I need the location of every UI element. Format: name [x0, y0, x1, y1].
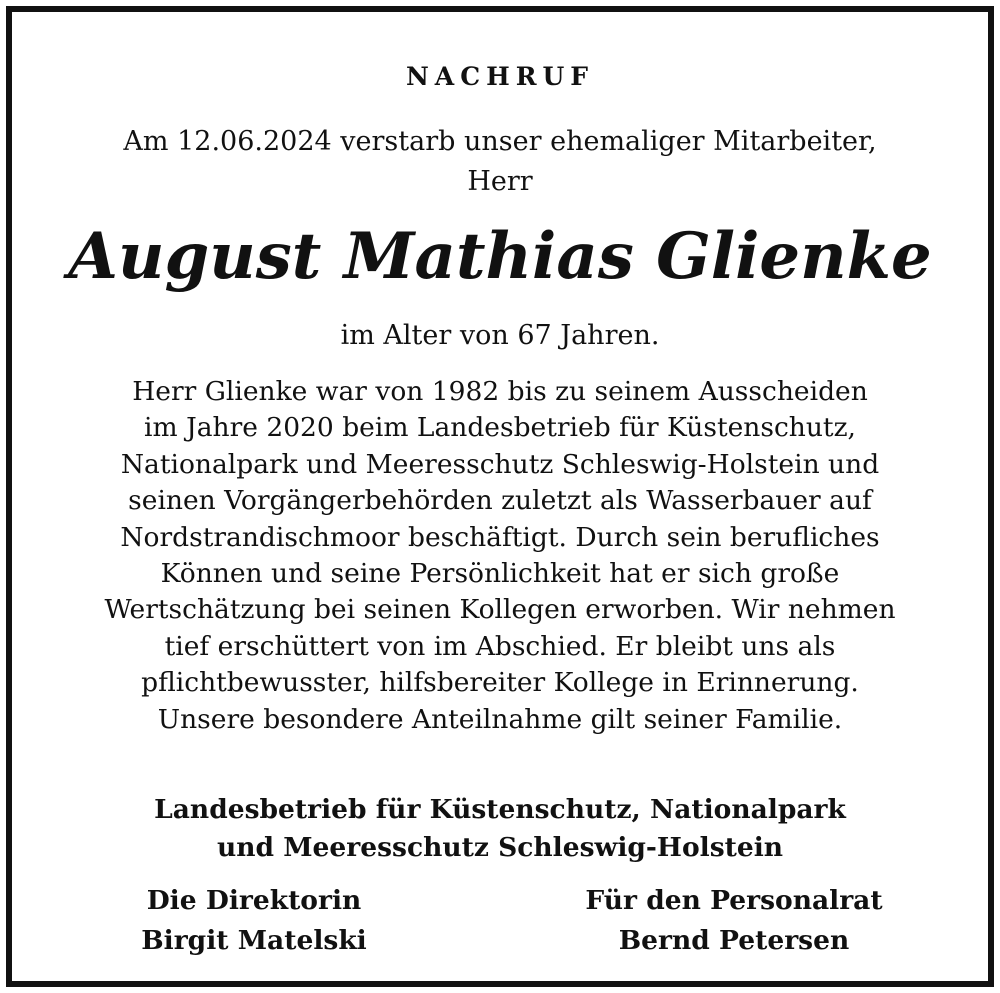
body-line: tief erschüttert von im Abschied. Er bleibt uns als	[164, 630, 836, 662]
organization-line: Landesbetrieb für Küstenschutz, Nationalpark	[154, 794, 846, 825]
signer-role: Für den Personalrat	[585, 885, 883, 916]
body-line: seinen Vorgängerbehörden zuletzt als Wasserbauer auf	[128, 485, 872, 517]
body-line: pflichtbewusster, hilfsbereiter Kollege in Erinnerung.	[141, 667, 859, 699]
age-line: im Alter von 67 Jahren.	[340, 320, 660, 351]
body-line: Nationalpark und Meeresschutz Schleswig-Holstein und	[120, 448, 880, 480]
body-line: im Jahre 2020 beim Landesbetrieb für Küstenschutz,	[144, 412, 856, 444]
signer-name: Birgit Matelski	[141, 925, 367, 956]
organization-name	[12, 791, 988, 867]
deceased-name: August Mathias Glienke	[68, 219, 932, 294]
intro-line: Am 12.06.2024 verstarb unser ehemaliger Mitarbeiter,	[123, 126, 877, 157]
obituary-frame	[6, 6, 994, 987]
body-line: Nordstrandischmoor beschäftigt. Durch sein berufliches	[120, 521, 880, 553]
organization-line: und Meeresschutz Schleswig-Holstein	[216, 832, 784, 863]
body-line: Können und seine Persönlichkeit hat er sich große	[160, 558, 840, 590]
body-line: Unsere besondere Anteilnahme gilt seiner Familie.	[157, 703, 843, 735]
intro-line: Herr	[467, 166, 533, 197]
body-line: Wertschätzung bei seinen Kollegen erworben. Wir nehmen	[104, 594, 896, 626]
signer-director	[84, 881, 424, 961]
signer-staff-council	[564, 881, 904, 961]
obituary-body	[42, 374, 958, 738]
signer-name: Bernd Petersen	[618, 925, 850, 956]
body-line: Herr Glienke war von 1982 bis zu seinem Ausscheiden	[132, 376, 868, 407]
notice-heading: NACHRUF	[405, 62, 595, 91]
signer-role: Die Direktorin	[146, 885, 362, 916]
intro-text	[12, 122, 988, 202]
